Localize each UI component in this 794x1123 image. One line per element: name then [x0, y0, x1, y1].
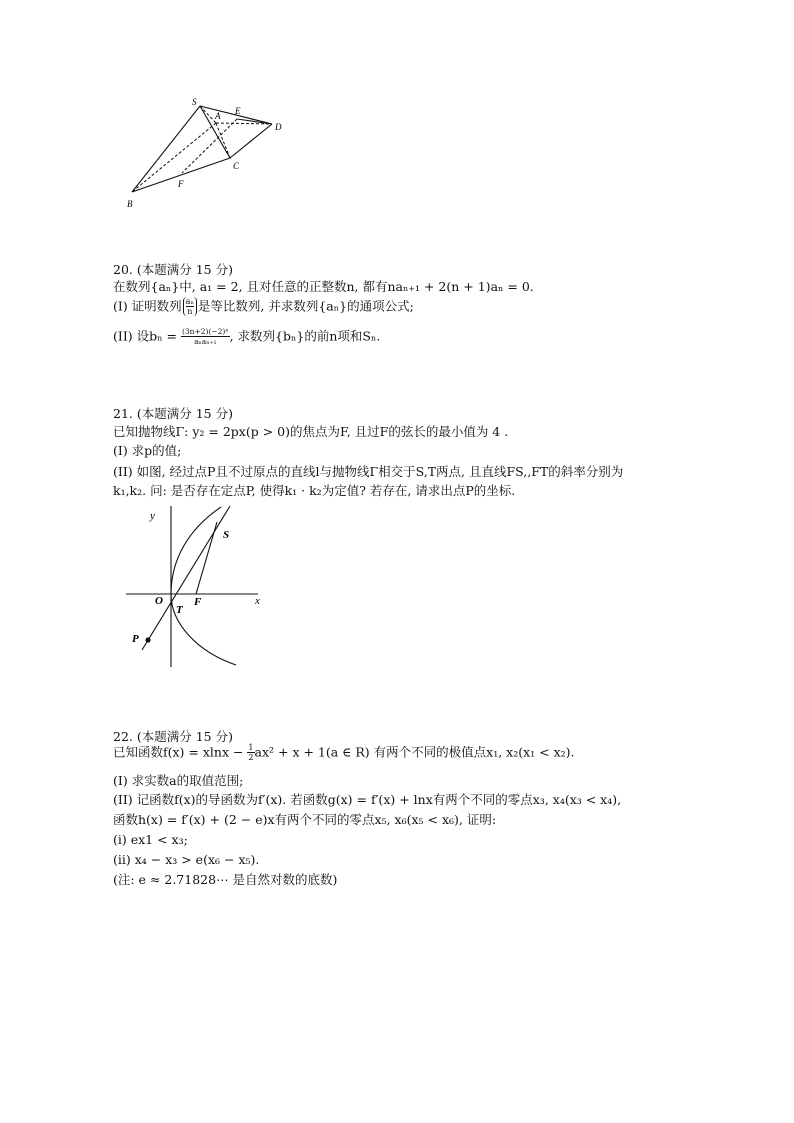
q22-frac-den: 2 — [248, 753, 254, 762]
q20-frac2-den: aₙaₙ₊₁ — [194, 337, 217, 346]
label-y: y — [150, 510, 155, 522]
parabola-figure — [120, 500, 270, 672]
q20-header: 20. (本题满分 15 分) — [113, 262, 233, 277]
q20-part2-prefix: (II) 设bₙ = — [113, 328, 181, 344]
edge-cd — [230, 124, 272, 158]
q22-note: (注: e ≈ 2.71828⋯ 是自然对数的底数) — [113, 872, 338, 887]
edge-sb — [132, 106, 200, 192]
parabola-upper — [171, 507, 221, 594]
q22-line1-suffix: ax² + x + 1(a ∈ R) 有两个不同的极值点x₁, x₂(x₁ < x₂). — [254, 744, 575, 760]
q22-header: 22. (本题满分 15 分) — [113, 729, 233, 744]
q22-line1-fraction — [247, 743, 254, 762]
q21-header: 21. (本题满分 15 分) — [113, 406, 233, 421]
q20-frac-num: aₙ — [185, 297, 194, 306]
label-e: E — [235, 106, 241, 116]
q20-part2 — [113, 327, 380, 353]
label-o: O — [155, 595, 163, 607]
q20-frac-den: n — [187, 307, 193, 316]
q20-part1-suffix: 是等比数列, 并求数列{aₙ}的通项公式; — [197, 298, 414, 314]
label-x: x — [255, 595, 260, 607]
q21-part1: (I) 求p的值; — [113, 443, 182, 458]
q20-part1-fraction — [183, 297, 197, 316]
pyramid-figure — [120, 95, 295, 213]
label-s: S — [192, 97, 197, 107]
q22-line1-prefix: 已知函数f(x) = xlnx − — [113, 744, 248, 760]
q22-sub1: (i) ex1 < x₃; — [113, 832, 188, 847]
line-fs — [196, 522, 217, 594]
q20-line1: 在数列{aₙ}中, a₁ = 2, 且对任意的正整数n, 都有naₙ₊₁ + 2(n + 1)aₙ = 0. — [113, 279, 534, 294]
line-l — [142, 506, 230, 650]
q22-frac-num: 1 — [248, 743, 254, 752]
edge-ab — [132, 123, 216, 192]
q21-part2-line1: (II) 如图, 经过点P且不过原点的直线l与抛物线Γ相交于S,T两点, 且直线FS,,FT的斜率分别为 — [113, 464, 624, 479]
q21-line1: 已知抛物线Γ: y₂ = 2px(p > 0)的焦点为F, 且过F的弦长的最小值为 4 . — [113, 424, 509, 439]
label-s: S — [223, 529, 230, 541]
q22-part2-line1: (II) 记函数f(x)的导函数为f′(x). 若函数g(x) = f′(x) + lnx有两个不同的零点x₃, x₄(x₃ < x₄), — [113, 792, 622, 807]
q20-part1-prefix: (I) 证明数列 — [113, 298, 182, 314]
q20-frac2-num: (3n+2)(−2)ⁿ — [181, 327, 229, 336]
label-b: B — [127, 199, 133, 209]
q22-sub2: (ii) x₄ − x₃ > e(x₆ − x₅). — [113, 852, 260, 867]
q21-part2-line2: k₁,k₂. 问: 是否存在定点P, 使得k₁ · k₂为定值? 若存在, 请求出点P的坐标. — [113, 483, 516, 498]
q22-part1: (I) 求实数a的取值范围; — [113, 773, 244, 788]
label-t: T — [176, 604, 183, 616]
q22-line1 — [113, 743, 575, 767]
q20-part1 — [113, 297, 414, 321]
label-f: F — [178, 179, 184, 189]
label-f: F — [194, 596, 202, 608]
label-p: P — [132, 633, 139, 645]
label-d: D — [275, 122, 282, 132]
label-c: C — [233, 161, 240, 171]
q22-part2-line2: 函数h(x) = f′(x) + (2 − e)x有两个不同的零点x₅, x₆(x₅ < x₆), 证明: — [113, 812, 497, 827]
label-a: A — [215, 111, 221, 121]
q20-part2-fraction — [181, 327, 230, 346]
q20-part2-suffix: , 求数列{bₙ}的前n项和Sₙ. — [229, 328, 381, 344]
point-p — [145, 637, 150, 642]
